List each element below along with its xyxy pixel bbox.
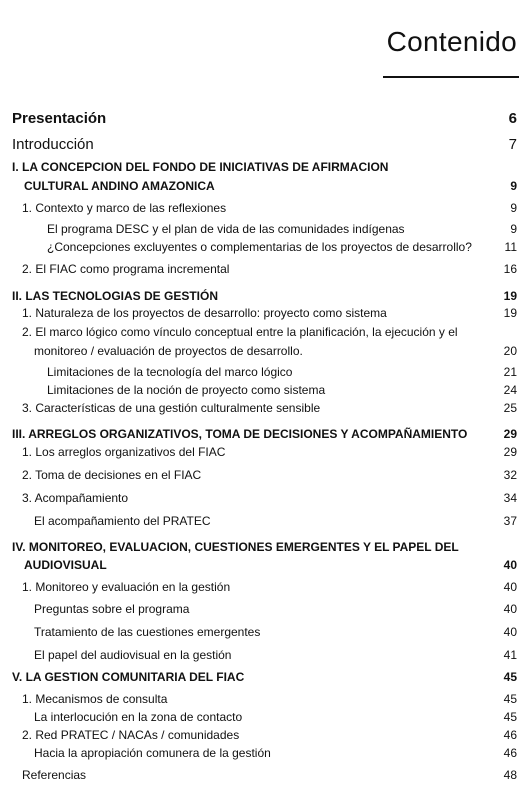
toc-entry-page: 16 (503, 262, 517, 276)
toc-entry (0, 648, 531, 668)
toc-entry-title: 2. El marco lógico como vínculo conceptual entre la planificación, la ejecución y el (22, 325, 458, 339)
toc-entry-title: IV. MONITOREO, EVALUACION, CUESTIONES EMERGENTES Y EL PAPEL DEL (12, 540, 459, 554)
toc-entry-title: El programa DESC y el plan de vida de las comunidades indígenas (47, 222, 405, 236)
toc-entry-page: 20 (503, 344, 517, 358)
toc-entry-title: 1. Los arreglos organizativos del FIAC (22, 445, 226, 459)
toc-entry-page: 46 (503, 746, 517, 760)
toc-entry (0, 445, 531, 465)
toc-entry-page: 40 (503, 558, 517, 572)
toc-entry (0, 468, 531, 488)
toc-entry-title: 1. Contexto y marco de las reflexiones (22, 201, 227, 215)
toc-entry-title: Referencias (22, 768, 87, 782)
toc-entry-title: III. ARREGLOS ORGANIZATIVOS, TOMA DE DECISIONES Y ACOMPAÑAMIENTO (12, 427, 468, 441)
toc-entry (0, 625, 531, 645)
toc-entry-page: 34 (503, 491, 517, 505)
toc-entry-page: 45 (503, 710, 517, 724)
toc-entry-title: Presentación (12, 110, 107, 127)
toc-entry-title: II. LAS TECNOLOGIAS DE GESTIÓN (12, 289, 219, 303)
toc-entry-title: 1. Mecanismos de consulta (22, 692, 168, 706)
toc-entry-title: 2. El FIAC como programa incremental (22, 262, 230, 276)
toc-entry-title: 1. Naturaleza de los proyectos de desarrollo: proyecto como sistema (22, 306, 387, 320)
toc-entry-title: La interlocución en la zona de contacto (34, 710, 243, 724)
toc-entry-title: 3. Características de una gestión culturalmente sensible (22, 401, 321, 415)
toc-entry (0, 262, 531, 282)
toc-entry (0, 514, 531, 534)
page-title: Contenido (386, 26, 517, 57)
toc-entry-page: 7 (508, 136, 517, 153)
toc-entry-page: 29 (503, 445, 517, 459)
toc-entry-page: 29 (503, 427, 517, 441)
toc-entry-page: 9 (510, 222, 517, 236)
toc-entry-title: CULTURAL ANDINO AMAZONICA (24, 179, 215, 193)
toc-entry-page: 40 (503, 602, 517, 616)
toc-entry (0, 427, 531, 447)
toc-entry-title: Hacia la apropiación comunera de la gestión (34, 746, 271, 760)
toc-entry-page: 21 (503, 365, 517, 379)
toc-entry (0, 491, 531, 511)
toc-entry-page: 45 (503, 670, 517, 684)
toc-entry-title: Preguntas sobre el programa (34, 602, 190, 616)
toc-entry-title: 2. Toma de decisiones en el FIAC (22, 468, 202, 482)
toc-entry (0, 401, 531, 421)
toc-entry-title: El papel del audiovisual en la gestión (34, 648, 232, 662)
toc-entry (0, 670, 531, 690)
toc-entry-title: AUDIOVISUAL (24, 558, 107, 572)
toc-entry-page: 19 (503, 306, 517, 320)
toc-entry-title: I. LA CONCEPCION DEL FONDO DE INICIATIVAS DE AFIRMACION (12, 160, 389, 174)
toc-entry-page: 46 (503, 728, 517, 742)
toc-entry (0, 710, 531, 730)
toc-entry (0, 136, 531, 156)
toc-entry (0, 746, 531, 766)
toc-entry (0, 222, 531, 242)
toc-entry (0, 306, 531, 326)
toc-entry (0, 160, 531, 180)
toc-entry-page: 41 (503, 648, 517, 662)
toc-entry (0, 558, 531, 578)
toc-entry-page: 9 (510, 179, 517, 193)
toc-entry-page: 40 (503, 625, 517, 639)
toc-entry (0, 580, 531, 600)
toc-entry-page: 32 (503, 468, 517, 482)
toc-entry (0, 344, 531, 364)
toc-entry-title: ¿Concepciones excluyentes o complementarias de los proyectos de desarrollo? (47, 240, 472, 254)
toc-entry-title: 2. Red PRATEC / NACAs / comunidades (22, 728, 240, 742)
toc-entry (0, 768, 531, 788)
toc-entry (0, 728, 531, 748)
toc-entry-page: 45 (503, 692, 517, 706)
toc-entry-page: 37 (503, 514, 517, 528)
toc-entry-page: 24 (503, 383, 517, 397)
toc-entry-title: 3. Acompañamiento (22, 491, 129, 505)
toc-entry (0, 179, 531, 199)
toc-entry-title: monitoreo / evaluación de proyectos de desarrollo. (34, 344, 303, 358)
toc-entry-page: 40 (503, 580, 517, 594)
toc-entry (0, 602, 531, 622)
toc-entry-title: V. LA GESTION COMUNITARIA DEL FIAC (12, 670, 245, 684)
toc-entry-page: 9 (510, 201, 517, 215)
toc-entry-title: Limitaciones de la noción de proyecto como sistema (47, 383, 326, 397)
toc-entry (0, 201, 531, 221)
toc-entry (0, 110, 531, 130)
toc-entry (0, 692, 531, 712)
toc-entry-title: Tratamiento de las cuestiones emergentes (34, 625, 261, 639)
toc-entry-page: 11 (504, 240, 517, 254)
toc-entry-title: Introducción (12, 136, 94, 153)
toc-entry-title: El acompañamiento del PRATEC (34, 514, 211, 528)
toc-entry-page: 48 (503, 768, 517, 782)
toc-entry (0, 540, 531, 560)
toc-entry-page: 25 (503, 401, 517, 415)
toc-entry-title: 1. Monitoreo y evaluación en la gestión (22, 580, 231, 594)
toc-entry-title: Limitaciones de la tecnología del marco lógico (47, 365, 293, 379)
toc-entry (0, 365, 531, 385)
toc-entry-page: 6 (508, 110, 517, 127)
toc-entry (0, 240, 531, 260)
toc-entry-page: 19 (503, 289, 517, 303)
toc-entry (0, 325, 531, 345)
toc-entry (0, 383, 531, 403)
